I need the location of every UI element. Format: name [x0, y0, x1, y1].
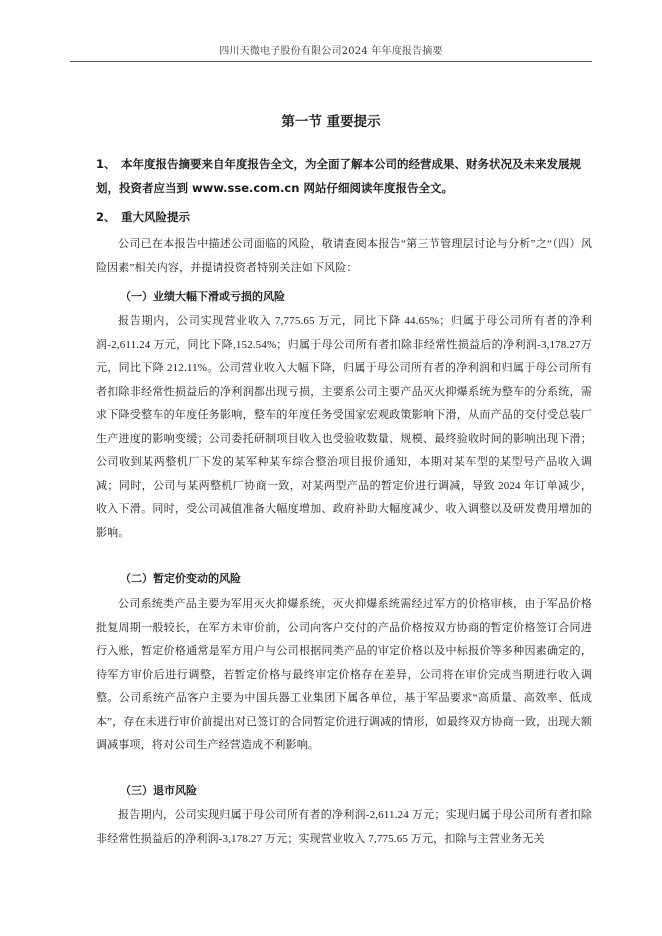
risk-body-1: 报告期内，公司实现营业收入 7,775.65 万元，同比下降 44.65%；归属于母公司所有者的净利润-2,611.24 万元，同比下降,152.54%；归属于母公司所有者扣除非经常性损益后的净利润-3,178.27万元，同比下降 212.11%。公司营业收入大幅下降，归属于母公司所有者的净利润和归属于母公司所有者扣除非经常性损益后的净利润都出现亏损，主要系公司主要产品灭火抑爆系统为整车的分系统，需求下降受整车的年度任务影响，整车的年度任务受国家宏观政策影响下滑，从而产品的交付受总装厂生产进度的影响变缓；公司委托研制项目收入也受验收数量、规模、最终验收时间的影响出现下滑；公司收到某两整机厂下发的某军种某车综合整治项目报价通知，本期对某车型的某型号产品收入调减；同时，公司与某两整机厂协商一致，对某两型产品的暂定价进行调减，导致 2024 年订单减少，收入下滑。同时，受公司减值准备大幅度增加、政府补助大幅度减少、收入调整以及研发费用增加的影响。 — [96, 315, 592, 539]
running-header: 四川天微电子股份有限公司2024 年年度报告摘要 — [219, 46, 443, 57]
item-text: 本年度报告摘要来自年度报告全文，为全面了解本公司的经营成果、财务状况及未来发展规划，投资者应当到 www.sse.com.cn 网站仔细阅读年度报告全文。 — [96, 157, 581, 195]
item-text: 重大风险提示 — [121, 210, 190, 224]
risk-heading-3: （三）退市风险 — [120, 784, 197, 797]
risk-body-2: 公司系统类产品主要为军用灭火抑爆系统，灭火抑爆系统需经过军方的价格审核，由于军品价格批复周期一般较长，在军方未审价前，公司向客户交付的产品价格按双方协商的暂定价格签订合同进行入账，暂定价格通常是军方用户与公司根据同类产品的审定价格以及中标报价等多种因素确定的，待军方审价后进行调整，若暂定价格与最终审定价格存在差异，公司将在审价完成当期进行收入调整。公司系统产品客户主要为中国兵器工业集团下属各单位，基于军品要求“高质量、高效率、低成本”，存在未进行审价前提出对已签订的合同暂定价进行调减的情形，如最终双方协商一致，出现大额调减事项，将对公司生产经营造成不利影响。 — [96, 598, 592, 751]
risk-body-3: 报告期内，公司实现归属于母公司所有者的净利润-2,611.24 万元；实现归属于母公司所有者扣除非经常性损益后的净利润-3,178.27 万元；实现营业收入 7,775.65 万元，扣除与主营业务无关 — [96, 809, 592, 845]
risk-intro-paragraph: 公司已在本报告中描述公司面临的风险，敬请查阅本报告“第三节管理层讨论与分析”之“（四）风险因素”相关内容，并提请投资者特别关注如下风险： — [96, 238, 592, 274]
notice-item-2 — [96, 206, 592, 230]
risk-heading-2: （二）暂定价变动的风险 — [120, 572, 241, 585]
notice-item-1 — [96, 153, 592, 200]
item-number: 1、 — [96, 157, 116, 171]
section-title: 第一节 重要提示 — [281, 114, 381, 130]
header-rule — [70, 61, 592, 62]
item-number: 2、 — [96, 210, 116, 224]
risk-heading-1: （一）业绩大幅下滑或亏损的风险 — [120, 290, 285, 303]
